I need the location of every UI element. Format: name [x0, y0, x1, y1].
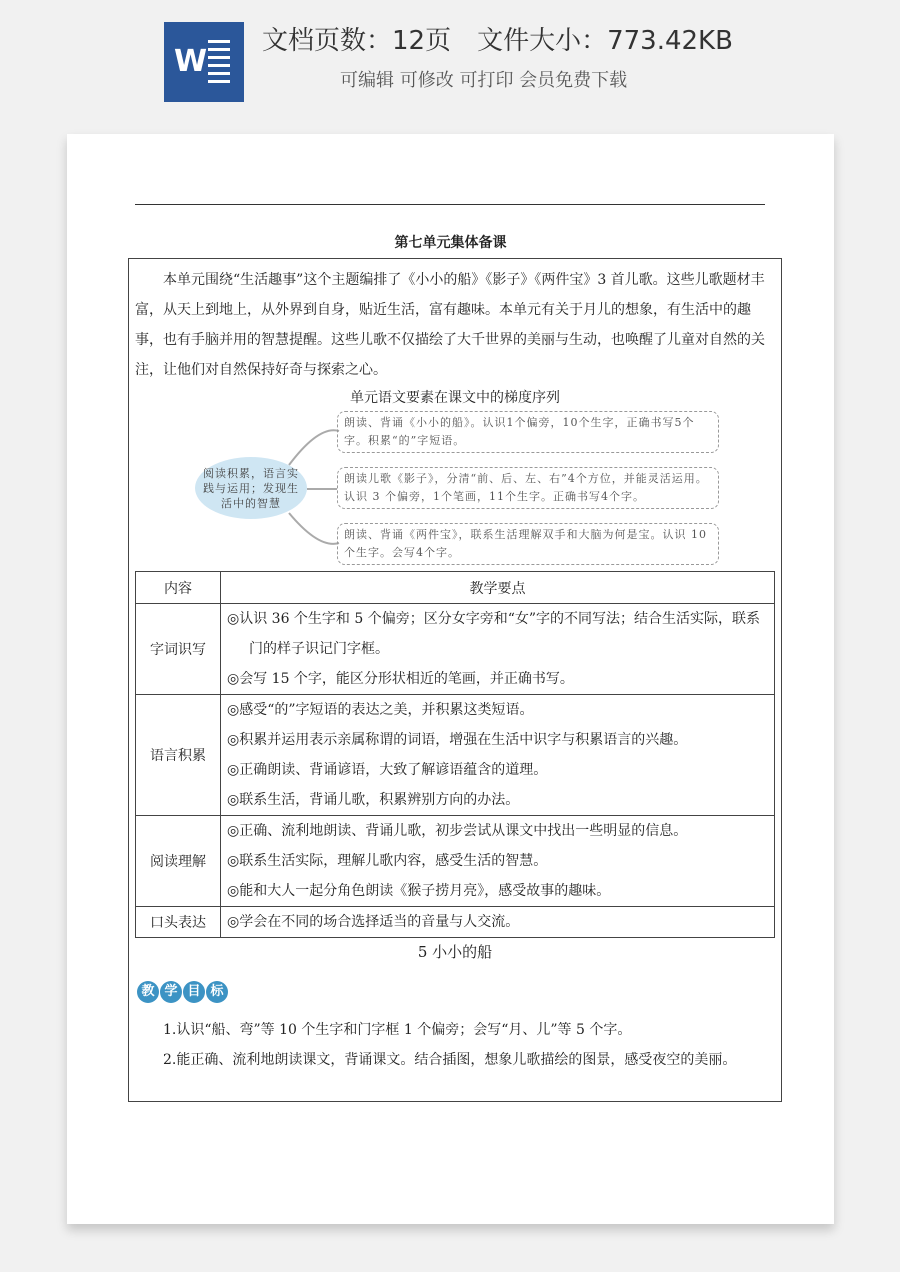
teaching-point: ◎正确、流利地朗读、背诵儿歌，初步尝试从课文中找出一些明显的信息。 — [227, 823, 688, 839]
lesson-title: 5 小小的船 — [417, 943, 493, 961]
mind-map — [189, 409, 729, 569]
teaching-point: ◎联系生活实际，理解儿歌内容，感受生活的智慧。 — [227, 853, 548, 869]
table-row — [136, 604, 775, 695]
row-label: 语言积累 — [136, 695, 221, 816]
badge-char: 教 — [137, 981, 159, 1003]
unit-intro: 本单元围绕“生活趣事”这个主题编排了《小小的船》《影子》《两件宝》3 首儿歌。这些儿歌题材丰富，从天上到地上，从外界到自身，贴近生活，富有趣味。本单元有关于月儿的想象，有生活中的趣事，也有手脑并用的智慧提醒。这些儿歌不仅描绘了大千世界的美丽与生动，也唤醒了儿童对自然的关注，让他们对自然保持好奇与探索之心。 — [135, 272, 765, 378]
teaching-point: ◎能和大人一起分角色朗读《猴子捞月亮》，感受故事的趣味。 — [227, 883, 611, 899]
teaching-point: ◎正确朗读、背诵谚语，大致了解谚语蕴含的道理。 — [227, 762, 548, 778]
download-header — [0, 0, 900, 120]
mind-map-branch: 朗读、背诵《小小的船》。认识1个偏旁，10个生字，正确书写5个字。积累“的”字短语。 — [337, 411, 719, 453]
teaching-point: ◎积累并运用表示亲属称谓的词语，增强在生活中识字与积累语言的兴趣。 — [227, 732, 688, 748]
mind-map-branch: 朗读、背诵《两件宝》，联系生活理解双手和大脑为何是宝。认识 10个生字。会写4个字。 — [337, 523, 719, 565]
file-info-subtitle: 可编辑 可修改 可打印 会员免费下载 — [340, 70, 628, 91]
column-header: 教学要点 — [221, 572, 775, 604]
table-header-row — [136, 572, 775, 604]
teaching-point: ◎会写 15 个字，能区分形状相近的笔画，并正确书写。 — [227, 671, 574, 687]
teaching-point: ◎感受“的”字短语的表达之美，并积累这类短语。 — [227, 702, 534, 718]
document-page — [67, 134, 834, 1224]
column-header: 内容 — [136, 572, 221, 604]
row-label: 口头表达 — [136, 907, 221, 938]
section-title: 第七单元集体备课 — [394, 235, 507, 251]
badge-char: 标 — [206, 981, 228, 1003]
teaching-points-table — [135, 571, 775, 938]
badge-char: 目 — [183, 981, 205, 1003]
diagram-title: 单元语文要素在课文中的梯度序列 — [350, 390, 560, 406]
content-frame — [128, 258, 782, 1102]
teaching-point: ◎联系生活，背诵儿歌，积累辨别方向的办法。 — [227, 792, 520, 808]
row-label: 阅读理解 — [136, 816, 221, 907]
teaching-goal: 2.能正确、流利地朗读课文，背诵课文。结合插图，想象儿歌描绘的图景，感受夜空的美丽。 — [163, 1052, 737, 1068]
teaching-goal: 1.认识“船、弯”等 10 个生字和门字框 1 个偏旁；会写“月、儿”等 5 个字。 — [163, 1022, 632, 1038]
table-row — [136, 907, 775, 938]
teaching-point: ◎认识 36 个生字和 5 个偏旁；区分女字旁和“女”字的不同写法；结合生活实际，联系门的样子识记门字框。 — [227, 611, 761, 657]
badge-char: 学 — [160, 981, 182, 1003]
teaching-goals-badge — [137, 981, 228, 1003]
header-rule — [135, 204, 765, 205]
word-document-icon: W — [164, 22, 244, 102]
row-label: 字词识写 — [136, 604, 221, 695]
table-row — [136, 695, 775, 816]
mind-map-branch: 朗读儿歌《影子》，分清“前、后、左、右”4个方位，并能灵活运用。认识 3 个偏旁，1个笔画，11个生字。正确书写4个字。 — [337, 467, 719, 509]
file-info-title: 文档页数：12页 文件大小：773.42KB — [262, 26, 733, 56]
teaching-point: ◎学会在不同的场合选择适当的音量与人交流。 — [227, 914, 520, 930]
table-row — [136, 816, 775, 907]
mind-map-center: 阅读积累，语言实践与运用；发现生活中的智慧 — [195, 457, 307, 519]
